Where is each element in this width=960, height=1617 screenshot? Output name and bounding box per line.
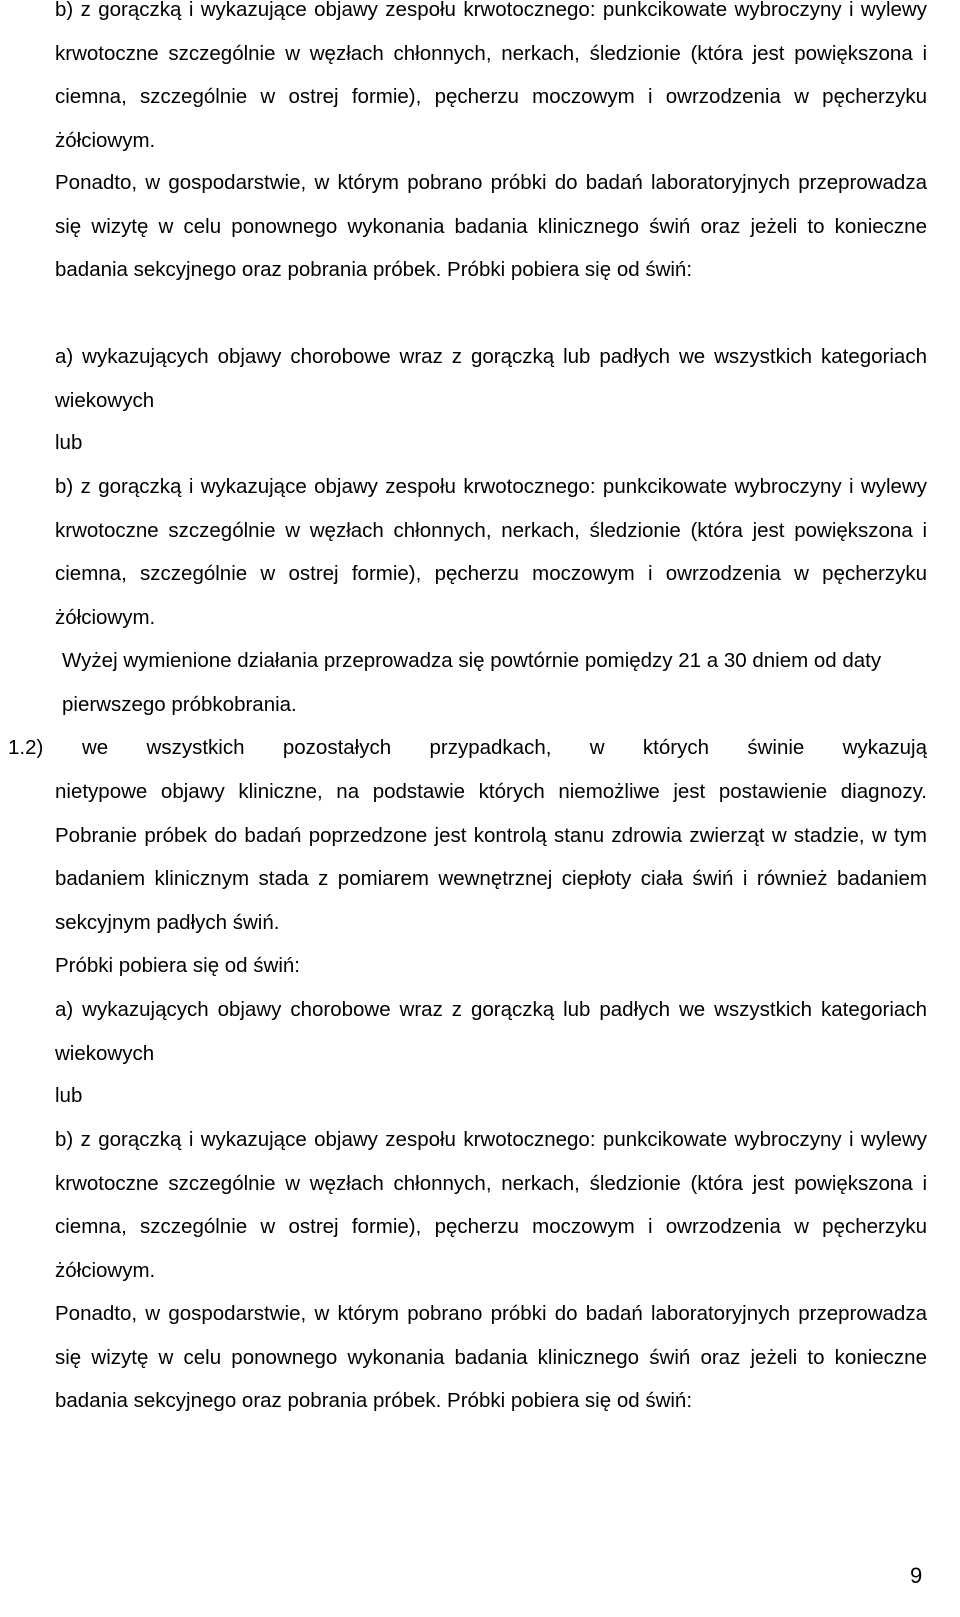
item-rest: nietypowe objawy kliniczne, na podstawie których niemożliwe jest postawienie diagnozy. Pobranie próbek do badań poprzedzone jest kontrolą stanu zdrowia zwierząt w stadzie, w tym badaniem klinicznym stada z pomiarem wewnętrznej ciepłoty ciała świń i również badaniem sekcyjnym padłych świń.: [55, 780, 927, 934]
paragraph-wyzej: Wyżej wymienione działania przeprowadza się powtórnie pomiędzy 21 a 30 dniem od daty pierwszego próbkobrania.: [62, 649, 882, 716]
item-first-line: we wszystkich pozostałych przypadkach, w których świnie wykazują: [82, 736, 927, 759]
paragraph-lub-2: lub: [55, 1084, 83, 1107]
paragraph-probki-2: Próbki pobiera się od świń:: [55, 954, 300, 977]
paragraph-a-2: a) wykazujących objawy chorobowe wraz z gorączką lub padłych we wszystkich kategoriach wiekowych: [55, 998, 927, 1065]
paragraph-b-2: b) z gorączką i wykazujące objawy zespołu krwotocznego: punkcikowate wybroczyny i wylewy krwotoczne szczególnie w węzłach chłonnych, nerkach, śledzionie (która jest powiększona i ciemna, szczególnie w ostrej formie), pęcherzu moczowym i owrzodzenia w pęcherzyku żółciowym.: [55, 1128, 927, 1282]
item-number: 1.2): [8, 736, 44, 759]
paragraph-lub-1: lub: [55, 431, 83, 454]
page-number: 9: [910, 1563, 923, 1588]
paragraph-ponadto-2: Ponadto, w gospodarstwie, w którym pobrano próbki do badań laboratoryjnych przeprowadza się wizytę w celu ponownego wykonania badania klinicznego świń oraz jeżeli to konieczne badania sekcyjnego oraz pobrania próbek. Próbki pobiera się od świń:: [55, 1302, 927, 1412]
paragraph-b-1: b) z gorączką i wykazujące objawy zespołu krwotocznego: punkcikowate wybroczyny i wylewy krwotoczne szczególnie w węzłach chłonnych, nerkach, śledzionie (która jest powiększona i ciemna, szczególnie w ostrej formie), pęcherzu moczowym i owrzodzenia w pęcherzyku żółciowym.: [55, 475, 927, 629]
paragraph-ponadto-1: Ponadto, w gospodarstwie, w którym pobrano próbki do badań laboratoryjnych przeprowadza się wizytę w celu ponownego wykonania badania klinicznego świń oraz jeżeli to konieczne badania sekcyjnego oraz pobrania próbek. Próbki pobiera się od świń:: [55, 171, 927, 281]
paragraph-a-1: a) wykazujących objawy chorobowe wraz z gorączką lub padłych we wszystkich kategoriach wiekowych: [55, 345, 927, 412]
paragraph-b-top: b) z gorączką i wykazujące objawy zespołu krwotocznego: punkcikowate wybroczyny i wylewy krwotoczne szczególnie w węzłach chłonnych, nerkach, śledzionie (która jest powiększona i ciemna, szczególnie w ostrej formie), pęcherzu moczowym i owrzodzenia w pęcherzyku żółciowym.: [55, 0, 927, 152]
